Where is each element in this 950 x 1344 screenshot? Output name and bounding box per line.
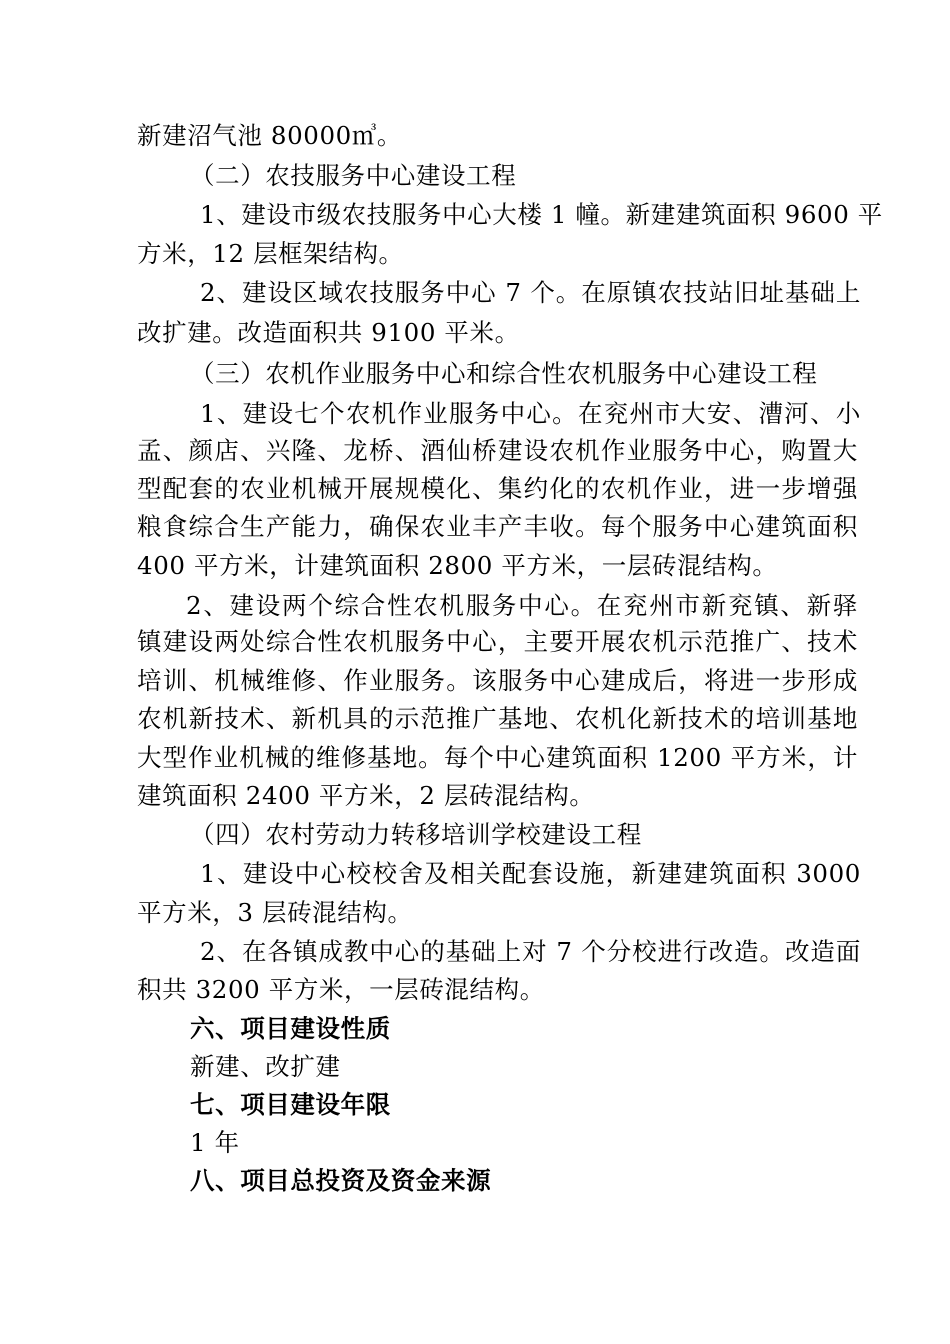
chapter-heading: 六、项目建设性质 [190, 1014, 391, 1043]
text-line: 2、建设区域农技服务中心 7 个。在原镇农技站旧址基础上 [200, 278, 861, 307]
text-line: 400 平方米，计建筑面积 2800 平方米，一层砖混结构。 [137, 551, 778, 580]
text-line: 2、建设两个综合性农机服务中心。在兖州市新兖镇、新驿 [186, 591, 858, 620]
chapter-heading: 七、项目建设年限 [190, 1090, 391, 1119]
chapter-heading: 八、项目总投资及资金来源 [190, 1166, 492, 1195]
text-line: 建筑面积 2400 平方米，2 层砖混结构。 [137, 781, 595, 810]
text-line: 改扩建。改造面积共 9100 平米。 [137, 318, 520, 347]
text-line: 农机新技术、新机具的示范推广基地、农机化新技术的培训基地 [137, 704, 858, 733]
text-line: 粮食综合生产能力，确保农业丰产丰收。每个服务中心建筑面积 [137, 512, 858, 541]
text-line: 1、建设市级农技服务中心大楼 1 幢。新建建筑面积 9600 平 [200, 200, 883, 229]
text-line: 积共 3200 平方米，一层砖混结构。 [137, 975, 545, 1004]
text-line: 新建、改扩建 [190, 1052, 341, 1081]
section-heading: （二）农技服务中心建设工程 [190, 161, 517, 190]
text-line: 培训、机械维修、作业服务。该服务中心建成后，将进一步形成 [137, 666, 858, 695]
section-heading: （四）农村劳动力转移培训学校建设工程 [190, 820, 642, 849]
text-line: 1、建设七个农机作业服务中心。在兖州市大安、漕河、小 [200, 399, 861, 428]
text-line: 大型作业机械的维修基地。每个中心建筑面积 1200 平方米，计 [137, 743, 858, 772]
text-line: 1 年 [190, 1128, 240, 1157]
text-line: 型配套的农业机械开展规模化、集约化的农机作业，进一步增强 [137, 474, 858, 503]
text-line: 新建沼气池 80000㎥。 [137, 121, 403, 150]
text-line: 2、在各镇成教中心的基础上对 7 个分校进行改造。改造面 [200, 937, 861, 966]
text-line: 镇建设两处综合性农机服务中心，主要开展农机示范推广、技术 [137, 627, 858, 656]
text-line: 方米，12 层框架结构。 [137, 239, 404, 268]
text-line: 平方米，3 层砖混结构。 [137, 898, 413, 927]
text-line: 1、建设中心校校舍及相关配套设施，新建建筑面积 3000 [200, 859, 861, 888]
section-heading: （三）农机作业服务中心和综合性农机服务中心建设工程 [190, 359, 818, 388]
text-line: 孟、颜店、兴隆、龙桥、酒仙桥建设农机作业服务中心，购置大 [137, 436, 858, 465]
